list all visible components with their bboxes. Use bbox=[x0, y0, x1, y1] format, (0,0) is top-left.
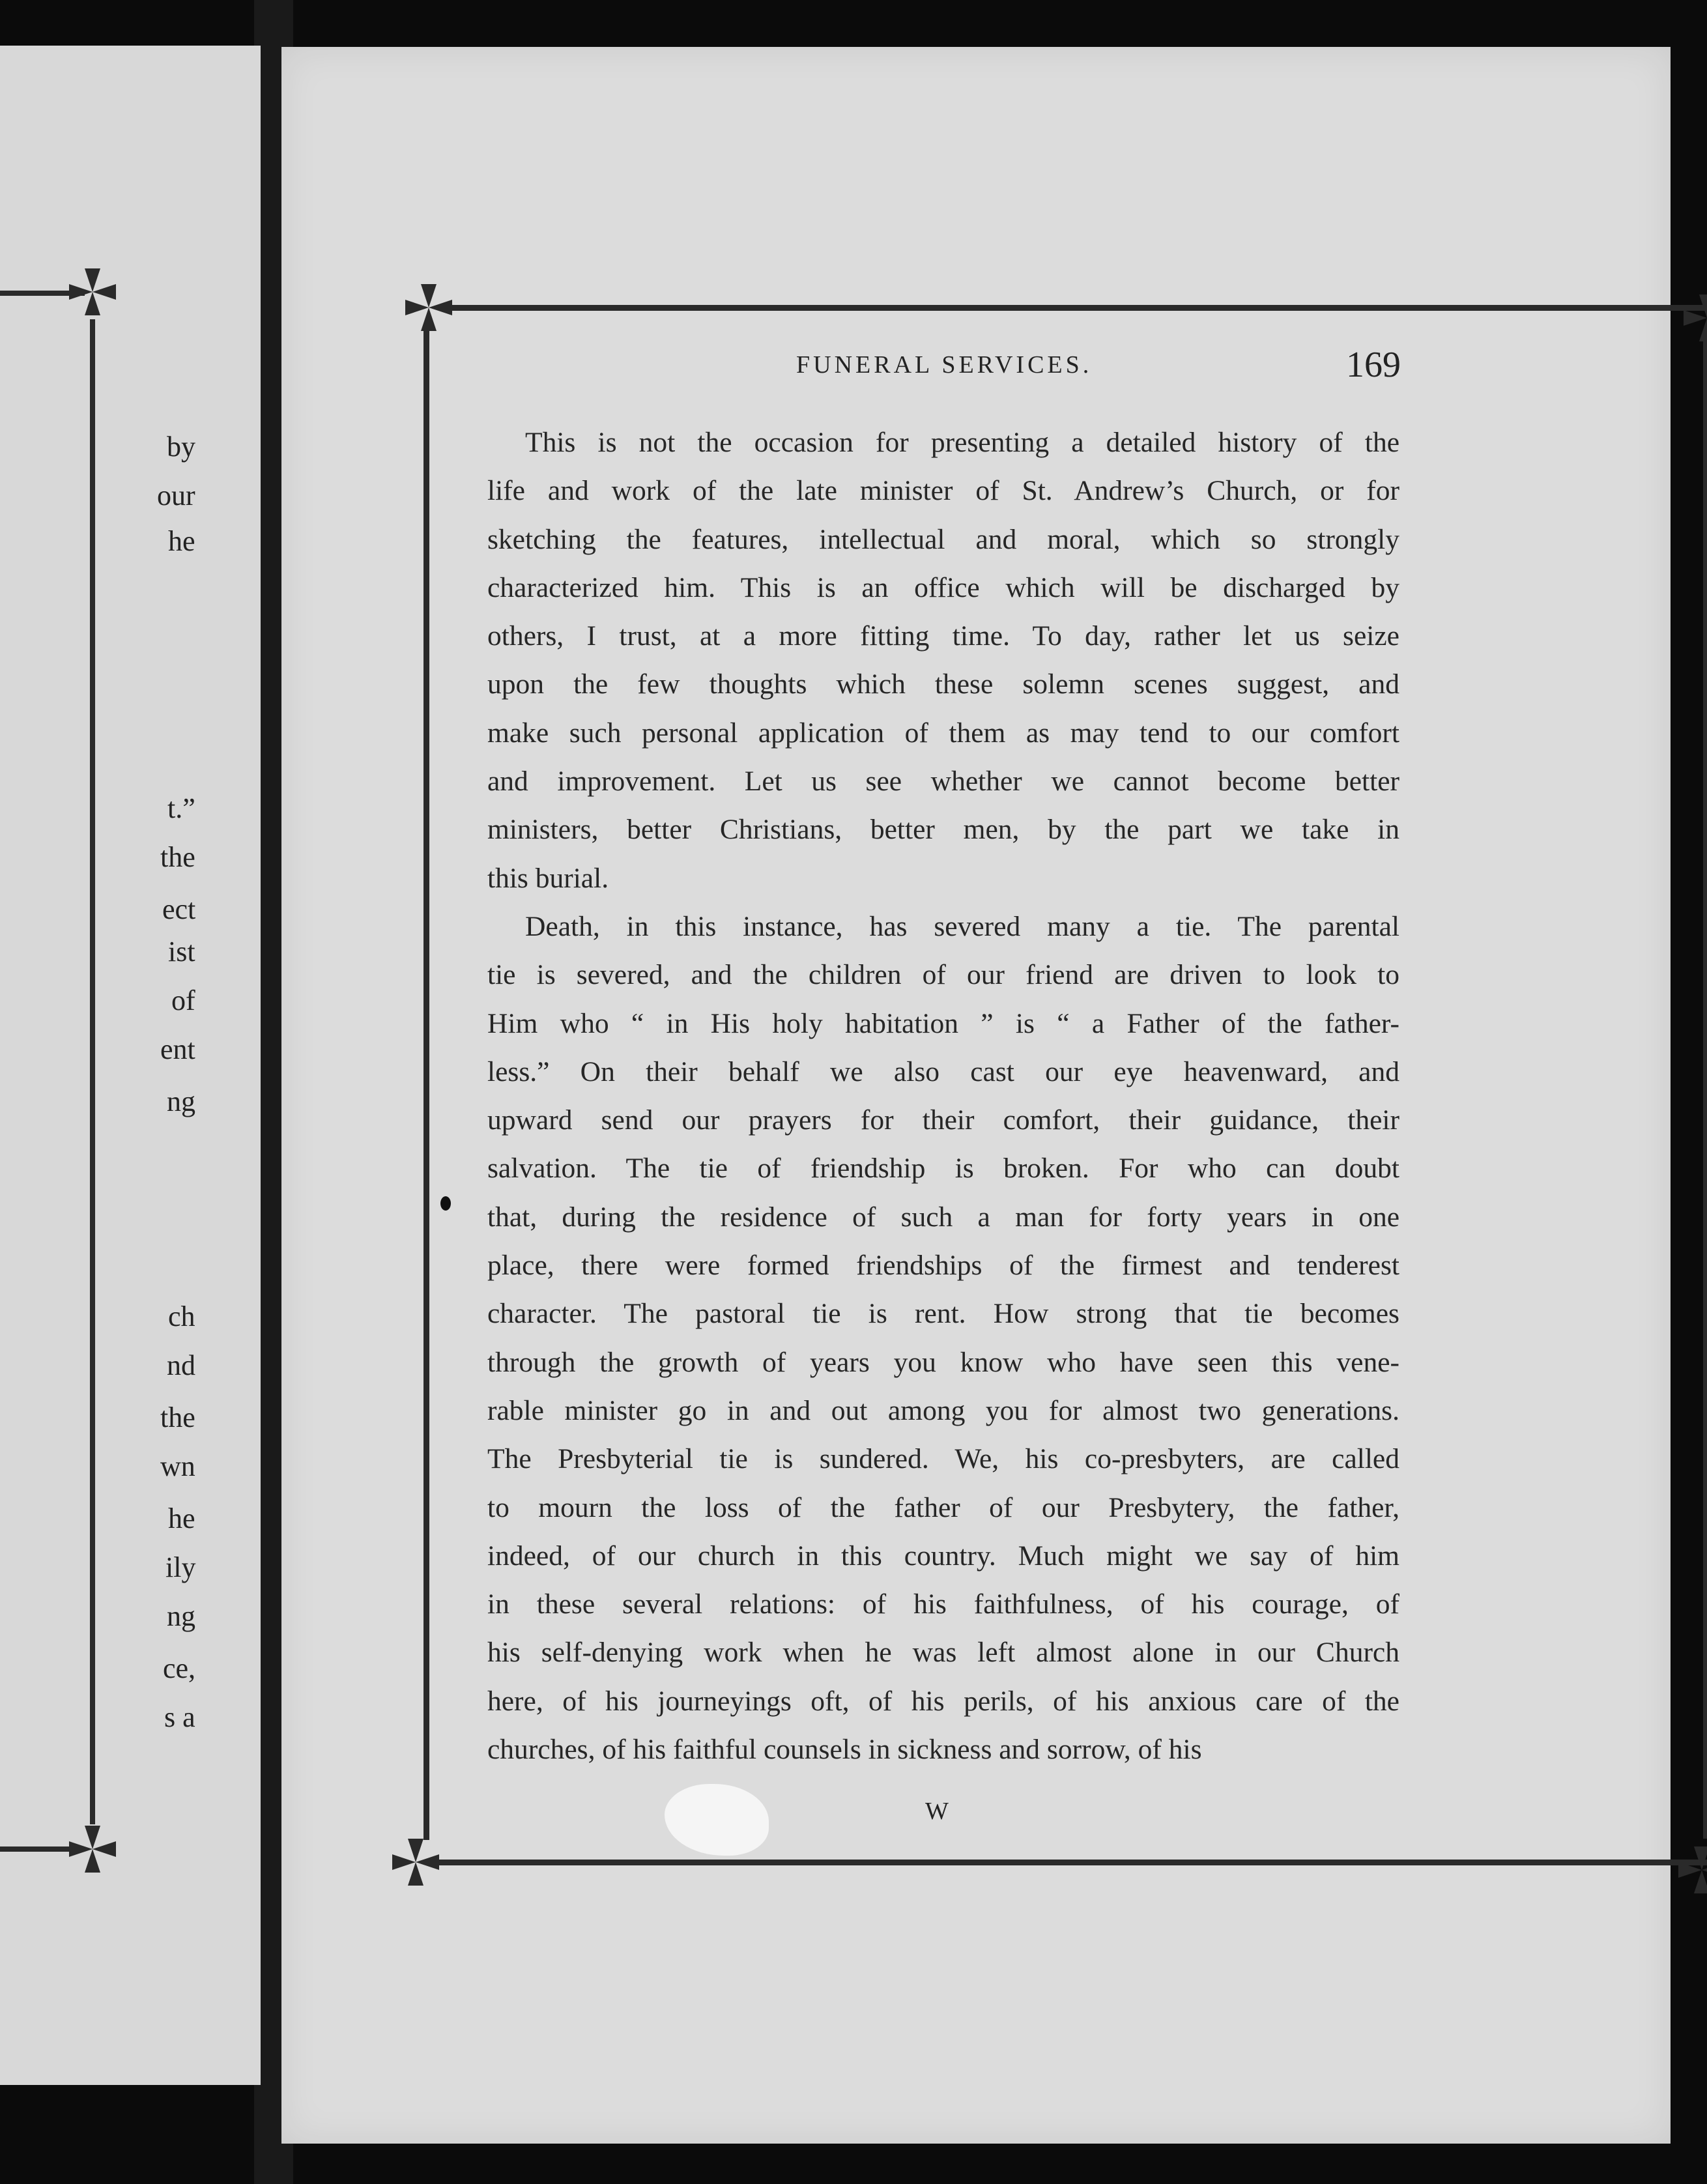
text-line: upon the few thoughts which these solemn scenes suggest, and bbox=[487, 668, 1399, 700]
left-page-text-fragment: ce, bbox=[163, 1652, 196, 1684]
text-line: tie is severed, and the children of our friend are driven to look to bbox=[487, 959, 1399, 991]
page-border-top bbox=[443, 305, 1707, 311]
text-line: others, I trust, at a more fitting time. To day, rather let us seize bbox=[487, 620, 1399, 652]
left-page bbox=[0, 46, 261, 2085]
left-page-text-fragment: ng bbox=[167, 1600, 195, 1632]
text-line: in these several relations: of his faithfulness, of his courage, of bbox=[487, 1588, 1399, 1620]
left-page-text-fragment: ily bbox=[165, 1551, 196, 1583]
running-header: FUNERAL SERVICES. bbox=[796, 351, 1093, 379]
page-number: 169 bbox=[1346, 345, 1401, 385]
left-page-text-fragment: the bbox=[160, 1401, 195, 1433]
text-line: his self-denying work when he was left almost alone in our Church bbox=[487, 1637, 1399, 1669]
paragraph bbox=[487, 418, 1399, 902]
text-line: character. The pastoral tie is rent. How strong that tie becomes bbox=[487, 1298, 1399, 1330]
text-line: to mourn the loss of the father of our Presbytery, the father, bbox=[487, 1491, 1399, 1523]
text-line: Death, in this instance, has severed many a tie. The parental bbox=[525, 910, 1399, 942]
left-page-text-fragment: he bbox=[168, 525, 195, 557]
cross-ornament-icon bbox=[390, 1836, 442, 1888]
left-page-text-fragment: s a bbox=[164, 1701, 195, 1733]
paragraph bbox=[487, 902, 1399, 1774]
left-page-text-fragment: of bbox=[171, 984, 195, 1016]
text-line: make such personal application of them as may tend to our comfort bbox=[487, 717, 1399, 749]
text-line: Him who “ in His holy habitation ” is “ a Father of the father- bbox=[487, 1007, 1399, 1039]
text-line: here, of his journeyings oft, of his perils, of his anxious care of the bbox=[487, 1685, 1399, 1717]
page-border-left bbox=[423, 328, 429, 1840]
text-line: The Presbyterial tie is sundered. We, his co-presbyters, are called bbox=[487, 1443, 1399, 1475]
text-line: that, during the residence of such a man for forty years in one bbox=[487, 1201, 1399, 1233]
left-page-text-fragment: the bbox=[160, 841, 195, 873]
left-page-text-fragment: he bbox=[168, 1502, 195, 1534]
text-line: less.” On their behalf we also cast our eye heavenward, and bbox=[487, 1056, 1399, 1087]
text-line: churches, of his faithful counsels in sickness and sorrow, of his bbox=[487, 1734, 1202, 1766]
left-page-text-fragment: wn bbox=[160, 1450, 195, 1482]
cross-ornament-icon bbox=[1681, 292, 1707, 344]
left-page-text-fragment: t.” bbox=[167, 792, 195, 824]
text-line: through the growth of years you know who have seen this vene- bbox=[487, 1346, 1399, 1378]
left-page-text-fragment: by bbox=[167, 431, 195, 463]
text-line: and improvement. Let us see whether we cannot become better bbox=[487, 766, 1399, 797]
signature-mark: W bbox=[925, 1798, 949, 1825]
left-page-text-fragment: ect bbox=[162, 893, 196, 925]
left-page-text-fragment: nd bbox=[167, 1349, 195, 1381]
left-page-text-fragment: ist bbox=[168, 936, 195, 968]
left-page-border-right bbox=[90, 319, 95, 1824]
text-line: life and work of the late minister of St. Andrew’s Church, or for bbox=[487, 475, 1399, 507]
text-line: rable minister go in and out among you for almost two generations. bbox=[487, 1394, 1399, 1426]
text-line: this burial. bbox=[487, 862, 609, 894]
text-line: characterized him. This is an office which will be discharged by bbox=[487, 571, 1399, 603]
cross-ornament-icon bbox=[1676, 1844, 1707, 1896]
ink-spot bbox=[440, 1196, 451, 1211]
text-line: place, there were formed friendships of the firmest and tenderest bbox=[487, 1250, 1399, 1282]
cross-ornament-icon bbox=[66, 1823, 119, 1875]
text-line: ministers, better Christians, better men, by the part we take in bbox=[487, 814, 1399, 846]
text-line: indeed, of our church in this country. Much might we say of him bbox=[487, 1540, 1399, 1572]
page-border-right bbox=[1703, 334, 1707, 1839]
left-page-text-fragment: ent bbox=[160, 1033, 195, 1065]
body-text bbox=[487, 418, 1399, 1774]
left-page-text-fragment: ng bbox=[167, 1085, 195, 1117]
text-line: sketching the features, intellectual and moral, which so strongly bbox=[487, 523, 1399, 555]
left-page-text-fragment: ch bbox=[168, 1300, 195, 1332]
left-page-text-fragment: our bbox=[157, 480, 195, 511]
text-line: This is not the occasion for presenting a detailed history of the bbox=[525, 427, 1399, 458]
cross-ornament-icon bbox=[66, 266, 119, 318]
page-border-bottom bbox=[437, 1860, 1707, 1865]
text-line: salvation. The tie of friendship is broken. For who can doubt bbox=[487, 1153, 1399, 1185]
cross-ornament-icon bbox=[403, 281, 455, 334]
text-line: upward send our prayers for their comfort, their guidance, their bbox=[487, 1104, 1399, 1136]
